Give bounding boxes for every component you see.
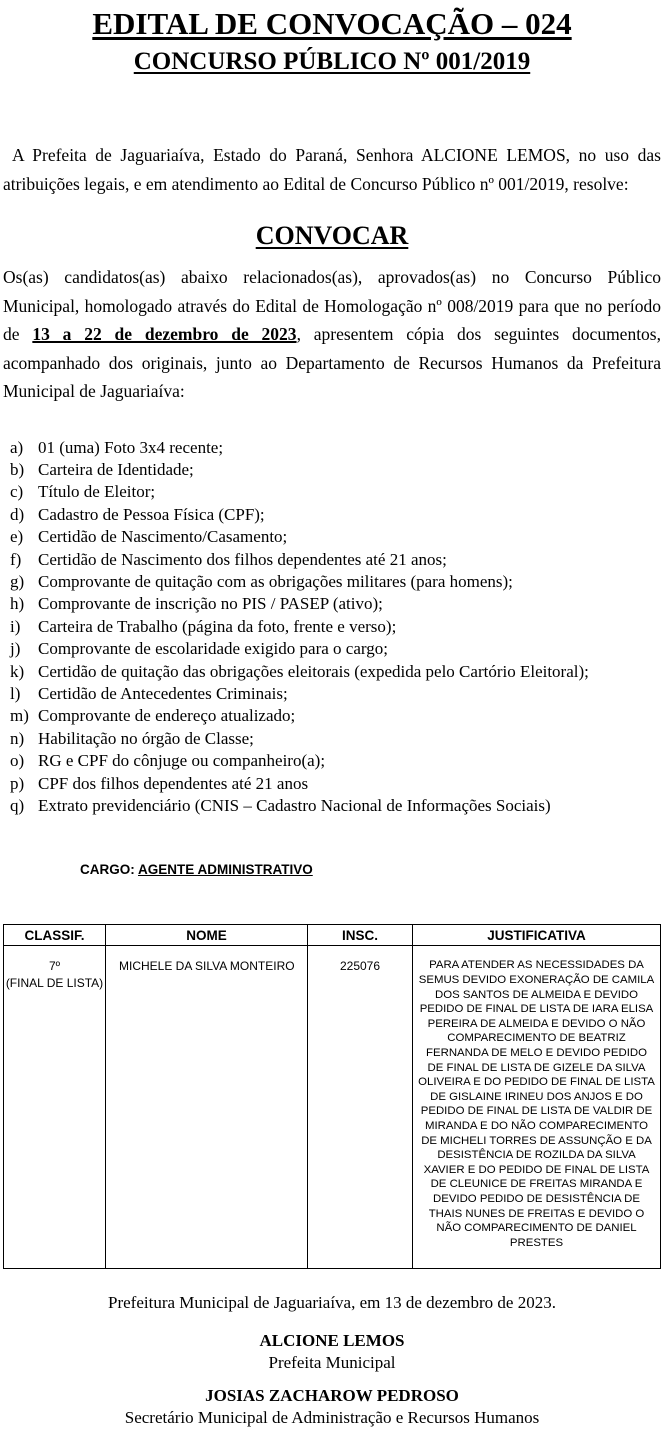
convocation-text-part1: Os(as) candidatos(as) abaixo relacionados(as), aprovados(as) no Concurso Público Municipal, homologado através do Edital de Homologação nº 008/2019 para que no período de: [3, 267, 661, 344]
list-item: [3, 504, 661, 526]
signature-role-secretario: Secretário Municipal de Administração e Recursos Humanos: [124, 1408, 540, 1428]
list-item: [3, 773, 661, 795]
cell-classif: [4, 946, 106, 1269]
list-item-text: Comprovante de quitação com as obrigações militares (para homens);: [38, 571, 513, 591]
list-item: [3, 549, 661, 571]
convocation-paragraph: [3, 263, 661, 406]
table-header-row: [4, 925, 661, 946]
list-item-letter: c): [10, 482, 24, 502]
cell-justificativa: PARA ATENDER AS NECESSIDADES DA SEMUS DEVIDO EXONERAÇÃO DE CAMILA DOS SANTOS DE ALMEIDA E DEVIDO PEDIDO DE FINAL DE LISTA DE IARA ELISA PEREIRA DE ALMEIDA E DEVIDO O NÃO COMPARECIMENTO DE BEATRIZ FERNANDA DE MELO E DEVIDO PEDIDO DE FINAL DE LISTA DE GIZELE DA SILVA OLIVEIRA E DO PEDIDO DE FINAL DE LISTA DE GISLAINE IRINEU DOS ANJOS E DO PEDIDO DE FINAL DE LISTA DE VALDIR DE MIRANDA E DO NÃO COMPARECIMENTO DE MICHELI TORRES DE ASSUNÇÃO E DA DESISTÊNCIA DE ROZILDA DA SILVA XAVIER E DO PEDIDO DE FINAL DE LISTA DE CLEUNICE DE FREITAS MIRANDA E DEVIDO PEDIDO DE DESISTÊNCIA DE THAIS NUNES DE FREITAS E DEVIDO O NÃO COMPARECIMENTO DE DANIEL PRESTES: [413, 946, 661, 1269]
list-item-text: Extrato previdenciário (CNIS – Cadastro Nacional de Informações Sociais): [38, 796, 551, 815]
list-item-text: Título de Eleitor;: [38, 482, 156, 502]
list-item-letter: d): [10, 504, 25, 524]
cargo-line: [80, 862, 664, 877]
list-item-text: Habilitação no órgão de Classe;: [38, 728, 254, 748]
list-item-letter: q): [10, 796, 25, 815]
signature-role-prefeita: Prefeita Municipal: [268, 1353, 396, 1373]
signature-name-secretario: JOSIAS ZACHAROW PEDROSO: [205, 1386, 459, 1406]
list-item-text: Certidão de Antecedentes Criminais;: [38, 683, 288, 703]
table-header-justificativa: JUSTIFICATIVA: [413, 925, 661, 946]
list-item-letter: p): [10, 773, 25, 793]
cell-nome: MICHELE DA SILVA MONTEIRO: [106, 946, 308, 1269]
list-item-text: Carteira de Identidade;: [38, 459, 194, 479]
table-header-insc: INSC.: [308, 925, 413, 946]
convocar-heading: CONVOCAR: [255, 221, 409, 250]
signature-name-prefeita: ALCIONE LEMOS: [259, 1331, 405, 1351]
candidates-table: [3, 924, 661, 1269]
list-item-text: Certidão de quitação das obrigações eleitorais (expedida pelo Cartório Eleitoral);: [38, 661, 589, 681]
list-item-letter: f): [10, 549, 22, 569]
list-item: [3, 638, 661, 660]
list-item-letter: h): [10, 594, 25, 614]
closing-block: [0, 1292, 664, 1429]
list-item: [3, 481, 661, 503]
list-item: [3, 616, 661, 638]
list-item-letter: a): [10, 437, 24, 457]
table-header-classif: CLASSIF.: [4, 925, 106, 946]
cell-insc: 225076: [308, 946, 413, 1269]
list-item: [3, 437, 661, 459]
edital-document-page: [0, 4, 664, 1428]
list-item: [3, 705, 661, 727]
list-item: [3, 683, 661, 705]
list-item-letter: l): [10, 683, 21, 703]
classif-position: 7º: [48, 959, 61, 974]
document-subtitle: CONCURSO PÚBLICO Nº 001/2019: [133, 48, 531, 75]
classif-note: (FINAL DE LISTA): [5, 976, 104, 991]
table-header-nome: NOME: [106, 925, 308, 946]
list-item: [3, 459, 661, 481]
list-item-text: Cadastro de Pessoa Física (CPF);: [38, 504, 265, 524]
list-item: [3, 571, 661, 593]
list-item-letter: m): [10, 706, 29, 726]
table-row: [4, 946, 661, 1269]
cargo-value: AGENTE ADMINISTRATIVO: [138, 862, 313, 878]
list-item-text: Certidão de Nascimento/Casamento;: [38, 527, 288, 547]
documents-list: [3, 437, 661, 818]
convocation-text-part2: , apresentem cópia dos seguintes documentos, acompanhado dos originais, junto ao Departamento de Recursos Humanos da Prefeitura Municipal de Jaguariaíva:: [3, 324, 661, 401]
cargo-label: CARGO:: [80, 862, 135, 878]
list-item-text: Comprovante de inscrição no PIS / PASEP (ativo);: [38, 594, 383, 614]
list-item-letter: e): [10, 527, 24, 547]
list-item-text: Comprovante de endereço atualizado;: [38, 706, 296, 726]
list-item: [3, 795, 661, 817]
list-item-text: 01 (uma) Foto 3x4 recente;: [38, 437, 224, 457]
list-item-text: Comprovante de escolaridade exigido para o cargo;: [38, 639, 388, 659]
list-item: [3, 661, 661, 683]
list-item-letter: g): [10, 571, 25, 591]
place-date-line: Prefeitura Municipal de Jaguariaíva, em 13 de dezembro de 2023.: [108, 1293, 556, 1313]
list-item-text: Carteira de Trabalho (página da foto, frente e verso);: [38, 616, 397, 636]
list-item-letter: i): [10, 616, 21, 636]
list-item: [3, 593, 661, 615]
list-item-letter: k): [10, 661, 25, 681]
list-item-text: RG e CPF do cônjuge ou companheiro(a);: [38, 751, 326, 771]
list-item-letter: j): [10, 639, 21, 659]
list-item: [3, 728, 661, 750]
list-item: [3, 750, 661, 772]
list-item-letter: b): [10, 459, 25, 479]
list-item-letter: n): [10, 728, 25, 748]
intro-paragraph: A Prefeita de Jaguariaíva, Estado do Paraná, Senhora ALCIONE LEMOS, no uso das atribuições legais, e em atendimento ao Edital de Concurso Público nº 001/2019, resolve:: [3, 145, 661, 194]
list-item: [3, 526, 661, 548]
list-item-text: CPF dos filhos dependentes até 21 anos: [38, 773, 309, 793]
list-item-text: Certidão de Nascimento dos filhos dependentes até 21 anos;: [38, 549, 447, 569]
period-emphasis: 13 a 22 de dezembro de 2023: [32, 324, 297, 344]
list-item-letter: o): [10, 751, 25, 771]
document-title: EDITAL DE CONVOCAÇÃO – 024: [92, 6, 572, 41]
